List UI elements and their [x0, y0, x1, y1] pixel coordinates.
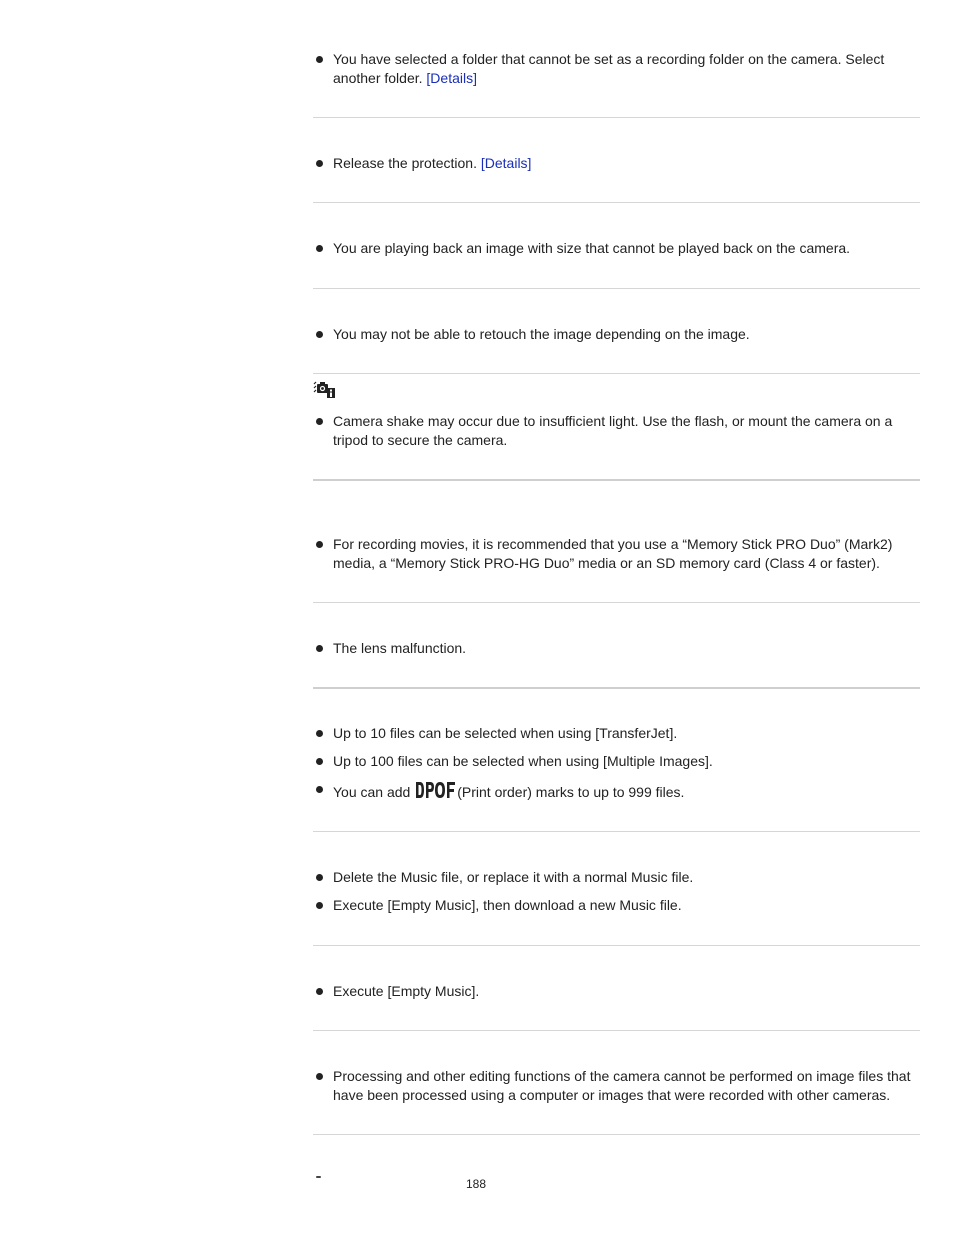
list-item	[313, 781, 920, 802]
bullet-icon	[316, 730, 323, 737]
item-text: You have selected a folder that cannot be set as a recording folder on the camera. Select another folder.	[333, 51, 885, 86]
divider	[313, 288, 920, 289]
camera-shake-warning-icon	[313, 380, 335, 398]
list-item	[313, 50, 920, 88]
list-item	[313, 325, 920, 344]
details-link[interactable]: [Details]	[480, 155, 532, 171]
list-item	[313, 1067, 920, 1105]
item-text: Up to 10 files can be selected when using [TransferJet].	[333, 725, 678, 741]
divider	[313, 1030, 920, 1031]
list-item	[313, 639, 920, 658]
item-text: Processing and other editing functions of the camera cannot be performed on image files that have been processed using a computer or images that were recorded with other cameras.	[333, 1068, 911, 1103]
item-text: Execute [Empty Music], then download a new Music file.	[333, 897, 682, 913]
item-text: Execute [Empty Music].	[333, 983, 480, 999]
bullet-icon	[316, 331, 323, 338]
list-item	[313, 535, 920, 573]
item-text: The lens malfunction.	[333, 640, 467, 656]
item-text: You are playing back an image with size that cannot be played back on the camera.	[333, 240, 851, 256]
item-text: You may not be able to retouch the image depending on the image.	[333, 326, 750, 342]
bullet-icon	[316, 645, 323, 652]
item-text: You can add	[333, 784, 411, 800]
page-number: 188	[466, 1177, 487, 1191]
bullet-icon	[316, 541, 323, 548]
item-text: Camera shake may occur due to insufficient light. Use the flash, or mount the camera on a tripod to secure the camera.	[333, 413, 893, 448]
list-item	[313, 868, 920, 887]
divider	[313, 687, 920, 689]
list-item	[313, 752, 920, 771]
bullet-icon	[316, 902, 323, 909]
bullet-icon	[316, 1073, 323, 1080]
details-link[interactable]: [Details]	[426, 70, 477, 86]
bullet-icon	[316, 786, 323, 793]
bullet-icon	[316, 758, 323, 765]
divider	[313, 202, 920, 203]
list-item	[313, 239, 920, 258]
divider	[313, 945, 920, 946]
divider	[313, 831, 920, 832]
cut-off-glyph	[316, 1176, 321, 1178]
bullet-icon	[316, 988, 323, 995]
list-item	[313, 154, 920, 173]
list-item	[313, 982, 920, 1001]
bullet-icon	[316, 245, 323, 252]
bullet-icon	[316, 56, 323, 63]
item-text: For recording movies, it is recommended that you use a “Memory Stick PRO Duo” (Mark2) media, a “Memory Stick PRO-HG Duo” media or an SD memory card (Class 4 or faster).	[333, 536, 893, 571]
divider	[313, 479, 920, 481]
item-text: Delete the Music file, or replace it with a normal Music file.	[333, 869, 694, 885]
list-item	[313, 412, 920, 450]
dpof-icon	[415, 781, 456, 799]
item-text: (Print order) marks to up to 999 files.	[457, 784, 685, 800]
bullet-icon	[316, 160, 323, 167]
item-text: Release the protection.	[333, 155, 477, 171]
item-text: Up to 100 files can be selected when using [Multiple Images].	[333, 753, 713, 769]
divider	[313, 602, 920, 603]
list-item	[313, 896, 920, 915]
divider	[313, 117, 920, 118]
bullet-icon	[316, 418, 323, 425]
divider	[313, 1134, 920, 1135]
bullet-icon	[316, 874, 323, 881]
divider	[313, 373, 920, 374]
list-item	[313, 724, 920, 743]
